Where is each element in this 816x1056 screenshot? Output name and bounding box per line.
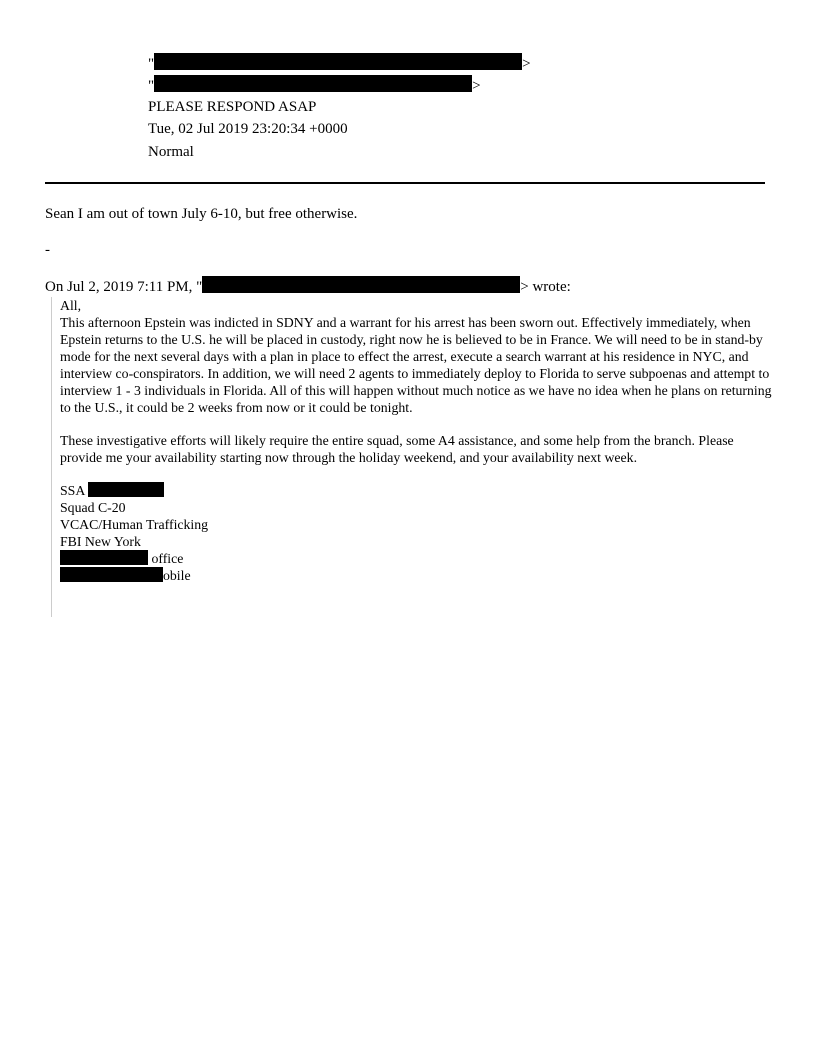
- subject-value: PLEASE RESPOND ASAP: [148, 99, 317, 115]
- redaction-block: [60, 567, 163, 582]
- signature-unit: VCAC/Human Trafficking: [60, 517, 209, 532]
- office-suffix: office: [148, 551, 184, 566]
- from-quote: ": [148, 56, 155, 72]
- date-value: Tue, 02 Jul 2019 23:20:34 +0000: [148, 121, 348, 137]
- redaction-block: [154, 53, 522, 70]
- to-value: [148, 75, 481, 96]
- signature-dash: -: [45, 242, 50, 258]
- attribution-suffix: > wrote:: [520, 279, 571, 295]
- signature-office-phone: [60, 550, 183, 567]
- to-bracket: >: [472, 78, 481, 94]
- redaction-block: [88, 482, 164, 497]
- quote-paragraph-2: These investigative efforts will likely require the entire squad, some A4 assistance, and some help from the branch. Please provide me your availability starting now through the holiday weekend, and your availability next week.: [60, 433, 734, 465]
- quote-paragraph-1: This afternoon Epstein was indicted in SDNY and a warrant for his arrest has been sworn out. Effectively immediately, when Epstein returns to the U.S. he will be placed in custody, right now he is believed to be in France. We will need to be in stand-by mode for the next several days with a plan in place to effect the arrest, execute a search warrant at his residence in NYC, and interview co-conspirators. In addition, we will need 2 agents to immediately deploy to Florida to serve subpoenas and attempt to interview 1 - 3 individuals in Florida. All of this will happen without much notice as we have no idea when he plans on returning to the U.S., it could be 2 weeks from now or it could be tonight.: [60, 315, 772, 415]
- to-quote: ": [148, 78, 155, 94]
- signature-title-line: [60, 482, 164, 499]
- signature-title: SSA: [60, 483, 85, 498]
- signature-office-name: FBI New York: [60, 534, 141, 549]
- redaction-block: [60, 550, 148, 565]
- quote-attribution: [45, 276, 571, 297]
- signature-squad: Squad C-20: [60, 500, 126, 515]
- from-value: [148, 53, 531, 74]
- quote-greeting: All,: [60, 298, 82, 313]
- signature-mobile-phone: [60, 567, 191, 584]
- attribution-prefix: On Jul 2, 2019 7:11 PM, ": [45, 279, 203, 295]
- from-bracket: >: [522, 56, 531, 72]
- quoted-message: [51, 297, 772, 617]
- mobile-suffix: obile: [163, 568, 191, 583]
- redaction-block: [202, 276, 520, 293]
- redaction-block: [154, 75, 472, 92]
- header-divider: [45, 182, 765, 184]
- reply-text: Sean I am out of town July 6-10, but free otherwise.: [45, 206, 358, 222]
- importance-value: Normal: [148, 144, 194, 160]
